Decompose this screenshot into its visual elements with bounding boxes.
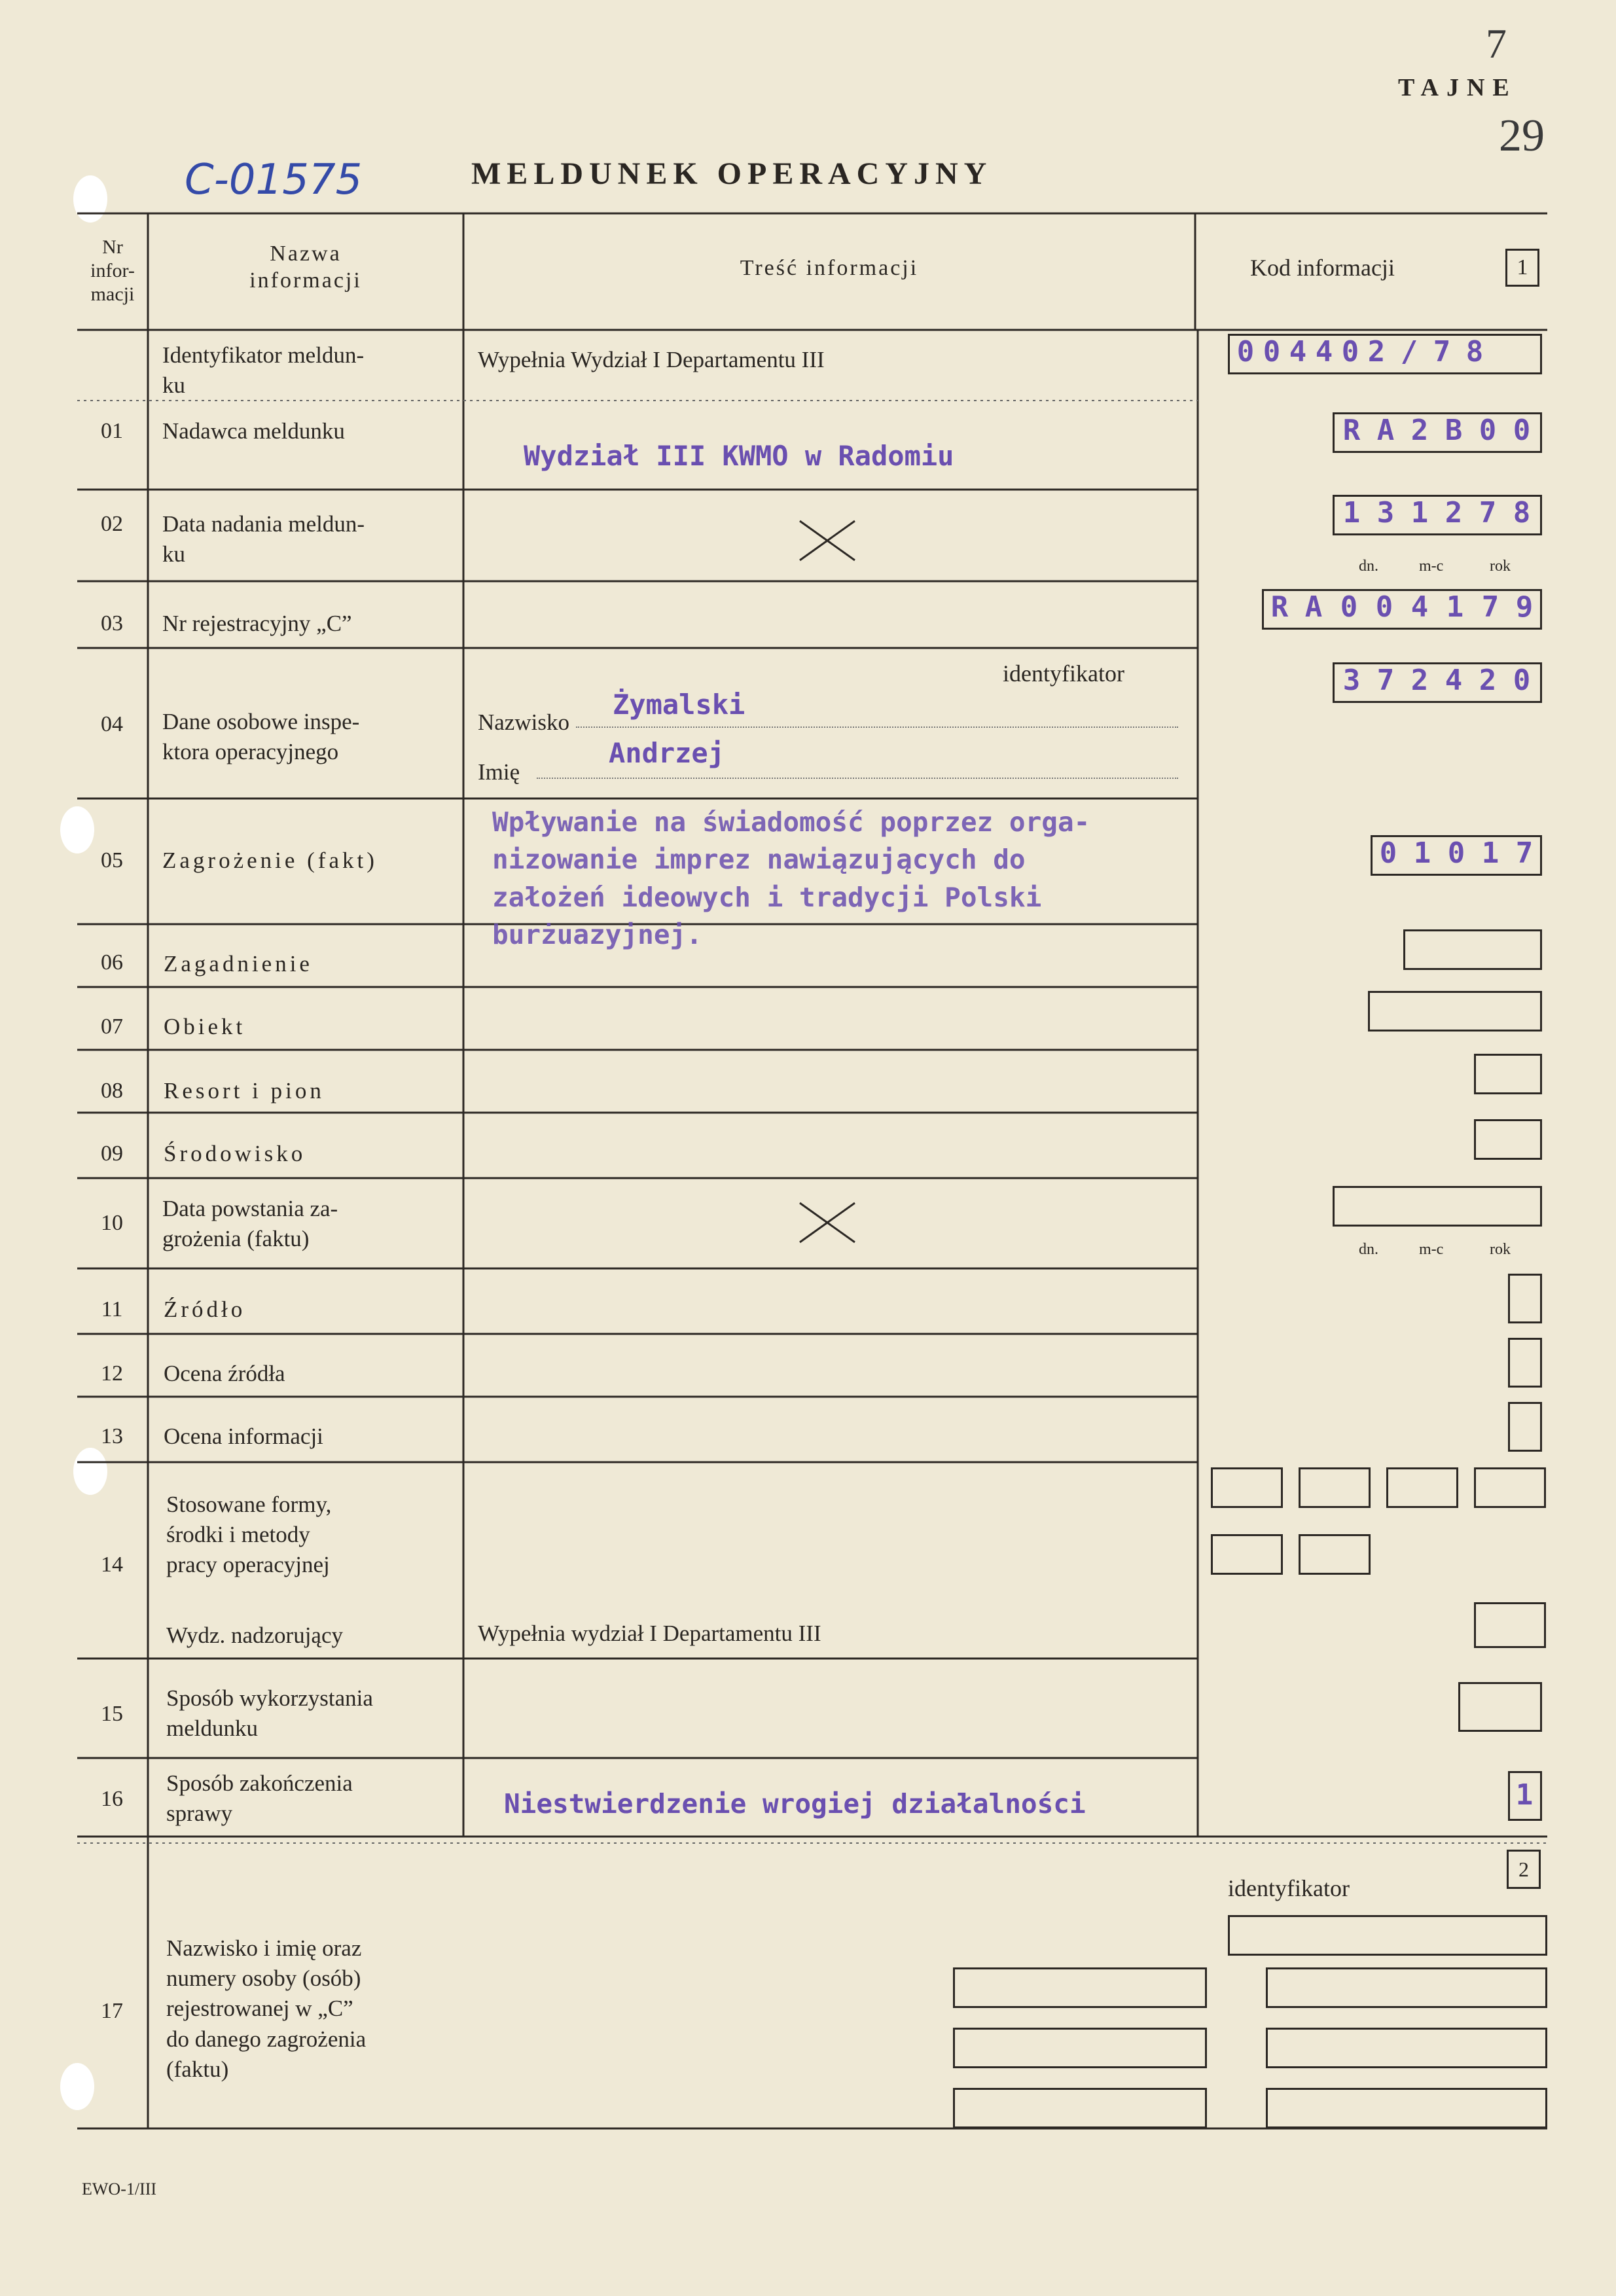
caption-year: rok [1490, 558, 1511, 575]
row-number: 14 [101, 1552, 123, 1577]
code-boxes-issue [1403, 929, 1542, 970]
code-boxes-methods [1474, 1467, 1546, 1508]
code-box-number-2: 2 [1507, 1850, 1541, 1889]
row-number: 03 [101, 611, 123, 636]
code-boxes-methods [1386, 1467, 1458, 1508]
row-number: 06 [101, 950, 123, 975]
closure-value: Niestwierdzenie wrogiej działalności [504, 1788, 1086, 1820]
first-name-line [537, 776, 1178, 779]
row-label-source: Źródło [164, 1297, 246, 1322]
code-boxes-usage [1458, 1682, 1542, 1732]
row-number: 01 [101, 419, 123, 443]
code-boxes-person-number [1266, 1967, 1547, 2008]
row-label-supervising-dept: Wydz. nadzorujący [166, 1623, 343, 1648]
caption-day: dn. [1359, 558, 1378, 575]
code-boxes-inspector: 3 7 2 4 2 0 [1333, 662, 1542, 704]
code-boxes-person-number [953, 2088, 1207, 2128]
caption-year: rok [1490, 1241, 1511, 1258]
row-number: 11 [101, 1297, 123, 1321]
code-box-closure: 1 [1508, 1771, 1542, 1821]
code-boxes-threat: 0 1 0 1 7 [1371, 835, 1542, 877]
row-content-identifier: Wypełnia Wydział I Departamentu III [478, 347, 825, 372]
file-number: C-01575 [185, 156, 363, 204]
form-code: EWO-1/III [82, 2179, 157, 2198]
code-box-number: 1 [1505, 249, 1539, 287]
row-number: 16 [101, 1787, 123, 1811]
row-label-registration: Nr rejestracyjny „C” [162, 611, 352, 636]
code-boxes-person-number [953, 1967, 1207, 2008]
threat-text: Wpływanie na świadomość poprzez orga- nizowanie imprez nawiązujących do założeń ideowych i tradycji Polski burżuazyjnej. [492, 806, 1090, 951]
surname-label: Nazwisko [478, 709, 569, 735]
code-box-info-rating [1508, 1402, 1542, 1452]
sender-value: Wydział III KWMO w Radomiu [524, 440, 954, 472]
identifier-label: identyfikator [1003, 660, 1124, 687]
row-number: 07 [101, 1014, 123, 1039]
row-number: 10 [101, 1211, 123, 1235]
code-boxes-methods [1211, 1534, 1283, 1575]
row-label-closure: Sposób zakończenia sprawy [166, 1770, 353, 1827]
code-boxes-methods [1211, 1467, 1283, 1508]
code-boxes-person-number [1266, 2028, 1547, 2068]
page-number-top: 7 [1486, 20, 1507, 67]
row-label-info-rating: Ocena informacji [164, 1424, 323, 1449]
row-label-methods: Stosowane formy, środki i metody pracy operacyjnej [166, 1492, 332, 1578]
caption-month: m-c [1419, 558, 1444, 575]
row-label-department: Resort i pion [164, 1078, 325, 1103]
code-boxes-environment [1474, 1119, 1542, 1160]
code-box-source-rating [1508, 1338, 1542, 1388]
row-label-sender: Nadawca meldunku [162, 418, 345, 444]
surname-value: Żymalski [613, 689, 745, 721]
code-boxes-sender: R A 2 B 0 0 [1333, 412, 1542, 454]
code-boxes-identifier: 0 0 4 4 0 2 / 7 8 [1228, 334, 1542, 386]
code-boxes-department [1474, 1054, 1542, 1094]
row-label-identifier: Identyfikator meldun- ku [162, 342, 365, 399]
row-label-source-rating: Ocena źródła [164, 1361, 285, 1386]
row-number: 05 [101, 848, 123, 872]
row-label-registered-persons: Nazwisko i imię oraz numery osoby (osób) rejestrowanej w „C” do danego zagrożenia (faktu) [166, 1935, 367, 2082]
code-boxes-object [1368, 991, 1542, 1031]
page-number-bottom: 29 [1499, 111, 1545, 161]
code-boxes-methods [1299, 1467, 1371, 1508]
row-number: 15 [101, 1702, 123, 1726]
classification-label: TAJNE [1398, 74, 1517, 101]
row-label-object: Obiekt [164, 1014, 246, 1039]
code-boxes-threat-date [1333, 1186, 1542, 1227]
row-label-threat-date: Data powstania za- grożenia (faktu) [162, 1196, 338, 1252]
code-boxes-methods [1299, 1534, 1371, 1575]
row-label-issue: Zagadnienie [164, 951, 313, 977]
code-boxes-registration: R A 0 0 4 1 7 9 [1262, 589, 1542, 631]
caption-month: m-c [1419, 1241, 1444, 1258]
row-label-usage: Sposób wykorzystania meldunku [166, 1685, 373, 1742]
identifier-label-17: identyfikator [1228, 1875, 1350, 1901]
row-number: 08 [101, 1079, 123, 1103]
code-boxes-person-number [953, 2028, 1207, 2068]
code-boxes-supervising-dept [1474, 1602, 1546, 1648]
surname-line [576, 725, 1178, 728]
row-label-threat: Zagrożenie (fakt) [162, 848, 378, 873]
row-label-environment: Środowisko [164, 1141, 306, 1166]
caption-day: dn. [1359, 1241, 1378, 1258]
row-number: 04 [101, 712, 123, 736]
code-boxes-person-id [1228, 1915, 1547, 1956]
column-header-content: Treść informacji [740, 256, 919, 280]
first-name-label: Imię [478, 759, 520, 785]
first-name-value: Andrzej [609, 737, 725, 769]
row-label-inspector: Dane osobowe inspe- ktora operacyjnego [162, 709, 360, 765]
row-number: 17 [101, 1999, 123, 2023]
row-number: 02 [101, 512, 123, 536]
code-boxes-person-number [1266, 2088, 1547, 2128]
code-box-source [1508, 1274, 1542, 1323]
form-title: MELDUNEK OPERACYJNY [471, 156, 993, 191]
row-content-supervising-dept: Wypełnia wydział I Departamentu III [478, 1621, 821, 1646]
row-number: 13 [101, 1424, 123, 1448]
row-label-send-date: Data nadania meldun- ku [162, 511, 365, 567]
column-header-name: Nazwa informacji [249, 242, 362, 293]
column-header-code: Kod informacji [1250, 255, 1395, 281]
row-number: 09 [101, 1141, 123, 1166]
row-number: 12 [101, 1361, 123, 1386]
code-boxes-send-date: 1 3 1 2 7 8 [1333, 495, 1542, 537]
column-header-nr: Nr infor- macji [90, 236, 135, 305]
